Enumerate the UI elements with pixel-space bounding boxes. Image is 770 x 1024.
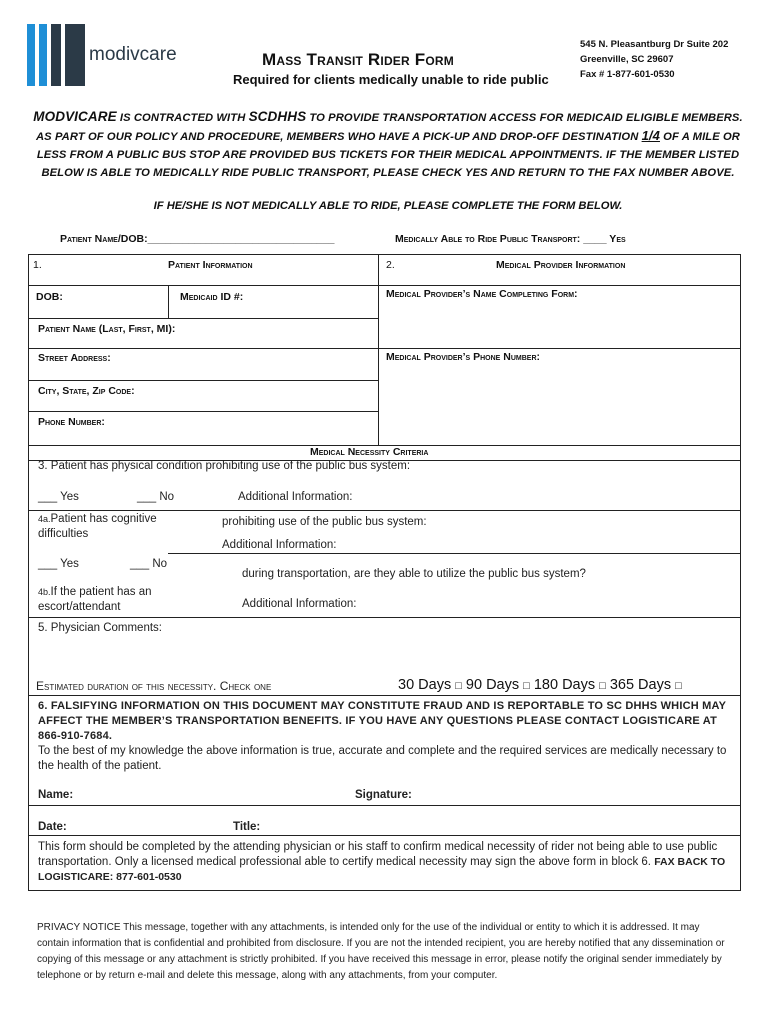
q4-no-option[interactable]: ___ No — [130, 558, 168, 570]
provider-name-field[interactable]: Medical Provider’s Name Completing Form: — [386, 288, 578, 300]
name-field[interactable]: Name: — [38, 789, 74, 801]
phone-number-field[interactable]: Phone Number: — [38, 416, 105, 428]
q4a-number: 4a. — [38, 514, 51, 524]
attestation-text: To the best of my knowledge the above information is true, accurate and complete and the required services are medically necessary to the health of the patient. — [38, 745, 727, 772]
q4b-text: during transportation, are they able to utilize the public bus system? — [242, 568, 586, 580]
street-address-field[interactable]: Street Address: — [38, 352, 111, 364]
duration-30-days[interactable]: 30 Days — [398, 677, 452, 693]
q4a-label-text: Patient has cognitive difficulties — [38, 513, 157, 540]
q4b-label-text: If the patient has an escort/attendant — [38, 586, 152, 613]
q4a-label — [38, 512, 168, 542]
duration-label: Estimated duration of this necessity. Check one — [36, 679, 272, 693]
q3-additional-info[interactable]: Additional Information: — [238, 491, 353, 503]
intro-scdhhs: SCDHHS — [248, 109, 307, 124]
footer-instructions — [38, 840, 733, 885]
q4a-additional-info[interactable]: Additional Information: — [222, 539, 337, 551]
city-state-zip-field[interactable]: City, State, Zip Code: — [38, 385, 135, 397]
modivcare-logo — [27, 24, 207, 86]
duration-365-days[interactable]: 365 Days — [609, 677, 672, 693]
intro-text-c: OF A MILE OR LESS FROM A PUBLIC BUS STOP ARE PROVIDED BUS TICKETS FOR THEIR MEDICAL APPOINTMENTS. IF THE MEMBER LISTED BELOW IS ABLE TO MEDICALLY RIDE PUBLIC TRANSPORT, PLEASE CHECK YES AND RETURN TO THE FAX NUMBER ABOVE. — [36, 131, 740, 179]
q4b-label — [38, 585, 178, 615]
intro-paragraph — [33, 108, 743, 182]
form-title: Mass Transit Rider Form — [262, 50, 454, 69]
fax-number: Fax # 1-877-601-0530 — [580, 69, 675, 80]
signature-field[interactable]: Signature: — [355, 789, 412, 801]
footer-fax: FAX BACK TO LOGISTICARE: 877-601-0530 — [38, 856, 726, 883]
address-line2: Greenville, SC 29607 — [580, 54, 674, 65]
footer-text: This form should be completed by the attending physician or his staff to confirm medical necessity of rider not being able to use public transportation. Only a licensed medical professional able to certify medical necessity may sign the above form in block 6. — [38, 841, 718, 868]
physician-comments-field[interactable]: 5. Physician Comments: — [38, 622, 162, 634]
checkbox-icon[interactable]: □ — [455, 680, 462, 692]
duration-options — [398, 677, 682, 693]
provider-phone-field[interactable]: Medical Provider’s Phone Number: — [386, 351, 541, 363]
section1-title: Patient Information — [168, 259, 253, 271]
q3-no-option[interactable]: ___ No — [137, 491, 175, 503]
fraud-warning: 6. FALSIFYING INFORMATION ON THIS DOCUMENT MAY CONSTITUTE FRAUD AND IS REPORTABLE TO SC DHHS WHICH MAY AFFECT THE MEMBER’S TRANSPORTATION BENEFITS. IF YOU HAVE ANY QUESTIONS PLEASE CONTACT LOGISTICARE AT 866-910-7684. — [38, 700, 726, 742]
q3-yes-option[interactable]: ___ Yes — [38, 491, 79, 503]
intro-modivcare: MODVICARE — [33, 109, 117, 124]
q4-yes-option[interactable]: ___ Yes — [38, 558, 79, 570]
q4b-number: 4b. — [38, 587, 51, 597]
form-subtitle: Required for clients medically unable to ride public — [233, 72, 549, 87]
checkbox-icon[interactable]: □ — [675, 680, 682, 692]
patient-name-field[interactable]: Patient Name (Last, First, MI): — [38, 323, 176, 335]
criteria-title: Medical Necessity Criteria — [310, 446, 429, 458]
intro-text-a: IS CONTRACTED WITH — [116, 112, 249, 124]
intro-instruction: IF HE/SHE IS NOT MEDICALLY ABLE TO RIDE, PLEASE COMPLETE THE FORM BELOW. — [153, 200, 623, 212]
section2-number: 2. — [386, 259, 395, 271]
intro-quarter-mile: 1/4 — [641, 128, 660, 143]
logo-mark-icon — [27, 24, 207, 86]
checkbox-icon[interactable]: □ — [523, 680, 530, 692]
address-line1: 545 N. Pleasantburg Dr Suite 202 — [580, 39, 729, 50]
duration-90-days[interactable]: 90 Days — [465, 677, 520, 693]
svg-text:modivcare: modivcare — [89, 44, 177, 65]
dob-field[interactable]: DOB: — [36, 291, 63, 303]
section1-number: 1. — [33, 259, 42, 271]
patient-name-dob-line[interactable]: Patient Name/DOB:________________________________ — [60, 233, 335, 245]
duration-180-days[interactable]: 180 Days — [533, 677, 596, 693]
address-block — [580, 37, 728, 82]
q4a-text: prohibiting use of the public bus system: — [222, 516, 427, 528]
privacy-notice: PRIVACY NOTICE This message, together with any attachments, is intended only for the use of the individual or entity to which it is addressed. It may contain information that is confidential and prohibited from disclosure. If you are not the intended recipient, you are hereby notified that any dissemination or copying of this message or any attachment is strictly prohibited. If you have received this message in error, please notify the original sender immediately by telephone or by return e-mail and delete this message, along with any attachments, from your computer. — [37, 922, 725, 981]
medically-able-line[interactable]: Medically Able to Ride Public Transport: ____ Yes — [395, 233, 626, 245]
checkbox-icon[interactable]: □ — [599, 680, 606, 692]
medicaid-id-field[interactable]: Medicaid ID #: — [180, 291, 244, 303]
title-field[interactable]: Title: — [233, 821, 261, 833]
date-field[interactable]: Date: — [38, 821, 67, 833]
q3-text: 3. Patient has physical condition prohibiting use of the public bus system: — [38, 460, 411, 472]
q4b-additional-info[interactable]: Additional Information: — [242, 598, 357, 610]
section2-title: Medical Provider Information — [496, 259, 626, 271]
intro-text-b: TO PROVIDE TRANSPORTATION ACCESS FOR MEDICAID ELIGIBLE MEMBERS. AS PART OF OUR POLICY AND PROCEDURE, MEMBERS WHO HAVE A PICK-UP AND DROP-OFF DESTINATION — [36, 112, 743, 143]
